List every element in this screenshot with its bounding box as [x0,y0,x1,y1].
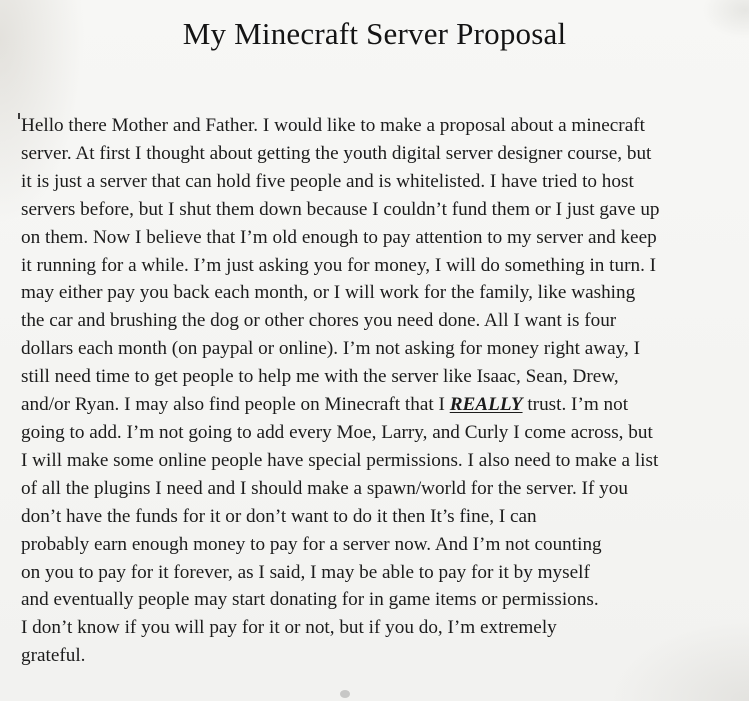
body-line: of all the plugins I need and I should make a spawn/world for the server. If you [21,477,628,499]
body-line: don’t have the funds for it or don’t want to do it then It’s fine, I can [21,505,537,527]
paper-smudge [340,690,350,698]
body-line-before-emphasis: and/or Ryan. I may also find people on Minecraft that I [21,394,450,416]
pen-mark [18,113,20,119]
proposal-body [21,112,737,670]
body-line [21,391,737,419]
body-line: server. At first I thought about getting the youth digital server designer course, but [21,142,652,164]
document-title: My Minecraft Server Proposal [182,16,567,51]
body-line: probably earn enough money to pay for a server now. And I’m not counting [21,533,602,555]
body-line: it running for a while. I’m just asking you for money, I will do something in turn. I [21,254,657,276]
body-line: grateful. [21,645,86,667]
body-line: servers before, but I shut them down because I couldn’t fund them or I just gave up [21,198,660,220]
body-line: dollars each month (on paypal or online). I’m not asking for money right away, I [21,338,640,360]
body-line: on them. Now I believe that I’m old enough to pay attention to my server and keep [21,226,657,248]
body-line: I will make some online people have special permissions. I also need to make a list [21,449,659,471]
emphasized-word: REALLY [449,394,523,416]
body-line: the car and brushing the dog or other chores you need done. All I want is four [21,310,617,332]
body-line: may either pay you back each month, or I will work for the family, like washing [21,282,636,304]
body-line: still need time to get people to help me with the server like Isaac, Sean, Drew, [21,366,619,388]
body-line: and eventually people may start donating for in game items or permissions. [21,589,599,611]
body-line: Hello there Mother and Father. I would like to make a proposal about a minecraft [21,115,645,136]
body-line: it is just a server that can hold five people and is whitelisted. I have tried to host [21,170,634,192]
body-line: going to add. I’m not going to add every Moe, Larry, and Curly I come across, but [21,421,653,443]
body-line: I don’t know if you will pay for it or not, but if you do, I’m extremely [21,617,557,639]
body-line-after-emphasis: trust. I’m not [522,394,629,416]
body-line: on you to pay for it forever, as I said, I may be able to pay for it by myself [21,561,590,583]
